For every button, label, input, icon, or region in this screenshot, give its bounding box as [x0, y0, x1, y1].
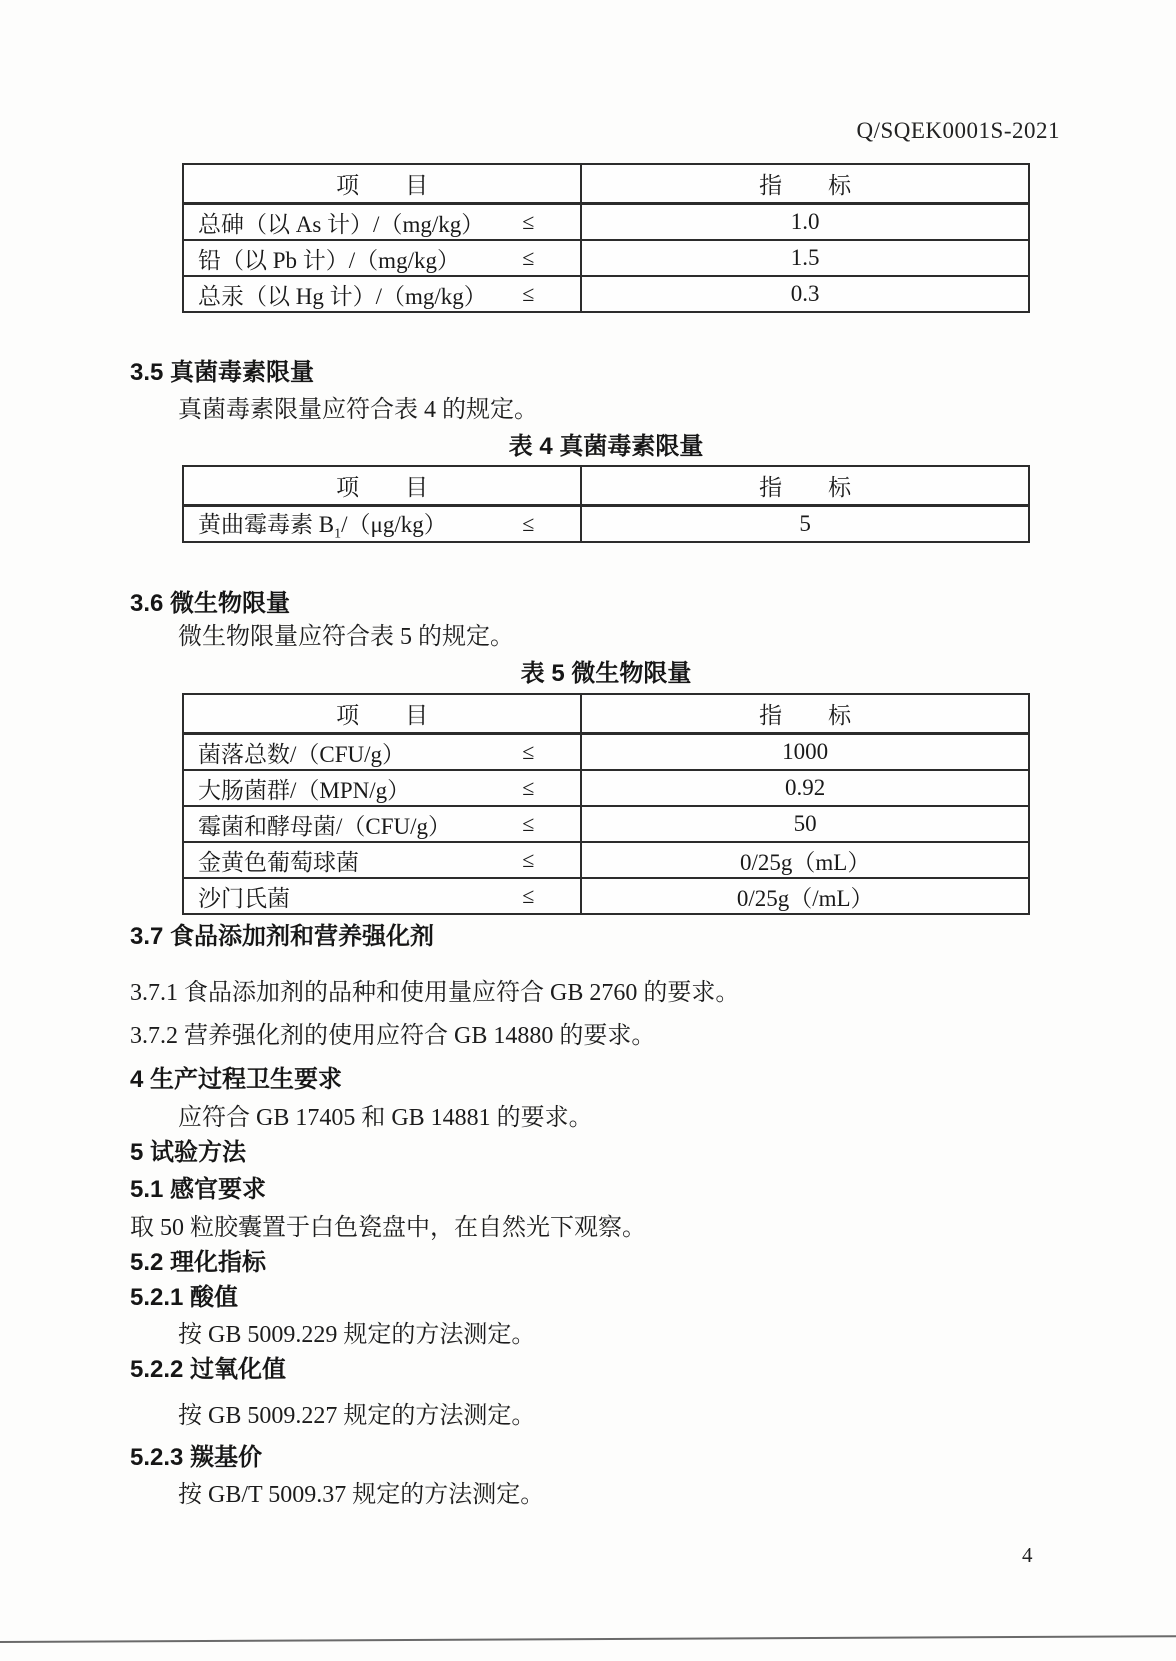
table-5-caption: 表 5 微生物限量 [520, 660, 692, 687]
section-5-2-2-paragraph: 按 GB 5009.227 规定的方法测定。 [178, 1403, 536, 1429]
less-equal-symbol: ≤ [522, 739, 535, 764]
table-row [184, 877, 1028, 913]
table-header-row [184, 467, 1028, 505]
item-header-cell: 项 目 [184, 467, 582, 504]
limit-value: 0.92 [785, 775, 826, 800]
less-equal-symbol: ≤ [522, 847, 535, 872]
section-5-2-1-heading: 5.2.1 酸值 [130, 1284, 239, 1311]
microbiological-limits-table [182, 693, 1030, 915]
limit-value: 0/25g（/mL） [736, 885, 874, 911]
table-row [184, 805, 1028, 841]
table-row [184, 203, 1028, 239]
section-4-paragraph: 应符合 GB 17405 和 GB 14881 的要求。 [178, 1105, 593, 1131]
limit-value: 1000 [782, 739, 829, 764]
item-label: 黄曲霉毒素 $B_1/(\mu g/kg)$ [198, 511, 447, 542]
section-5-1-paragraph: 取 50 粒胶囊置于白色瓷盘中，在自然光下观察。 [130, 1215, 646, 1241]
section-3-7-heading: 3.7 食品添加剂和营养强化剂 [130, 923, 435, 950]
scan-edge-line [0, 1635, 1176, 1643]
section-3-6-heading: 3.6 微生物限量 [130, 590, 291, 617]
limit-value: 50 [793, 811, 817, 836]
limit-value: 1.5 [790, 245, 820, 270]
item-label: 霉菌和酵母菌/（CFU/g） [198, 813, 452, 839]
section-5-2-2-heading: 5.2.2 过氧化值 [130, 1356, 287, 1383]
index-header-cell: 指 标 [759, 703, 852, 728]
less-equal-symbol: ≤ [522, 281, 535, 306]
item-header-cell: 项 目 [184, 165, 582, 202]
table-header-row [184, 165, 1028, 203]
mycotoxin-limits-table [182, 465, 1030, 543]
table-row [184, 505, 1028, 541]
clause-3-7-1: 3.7.1 食品添加剂的品种和使用量应符合 GB 2760 的要求。 [130, 980, 740, 1006]
item-label: 菌落总数/（CFU/g） [198, 741, 406, 767]
table-4-caption: 表 4 真菌毒素限量 [508, 433, 704, 460]
item-label: 总砷（以 As 计）/（mg/kg） [198, 211, 485, 237]
table-header-row [184, 695, 1028, 733]
item-label: 总汞（以 Hg 计）/（mg/kg） [198, 283, 487, 309]
contaminant-limits-table [182, 163, 1030, 313]
section-5-2-3-heading: 5.2.3 羰基价 [130, 1444, 263, 1471]
limit-value: 5 [799, 511, 811, 536]
subscript: 1 [334, 526, 342, 542]
section-5-2-1-paragraph: 按 GB 5009.229 规定的方法测定。 [178, 1322, 536, 1348]
less-equal-symbol: ≤ [522, 775, 535, 800]
section-3-6-paragraph: 微生物限量应符合表 5 的规定。 [178, 624, 514, 650]
item-label: 金黄色葡萄球菌 [198, 849, 359, 875]
section-4-heading: 4 生产过程卫生要求 [130, 1066, 343, 1093]
section-5-heading: 5 试验方法 [130, 1139, 247, 1166]
item-header-cell: 项 目 [184, 695, 582, 732]
clause-3-7-2: 3.7.2 营养强化剂的使用应符合 GB 14880 的要求。 [130, 1023, 656, 1049]
section-3-5-heading: 3.5 真菌毒素限量 [130, 359, 315, 386]
page-number: 4 [1022, 1543, 1033, 1567]
limit-value: 1.0 [790, 209, 820, 234]
section-5-2-3-paragraph: 按 GB/T 5009.37 规定的方法测定。 [178, 1482, 545, 1508]
section-5-1-heading: 5.1 感官要求 [130, 1176, 267, 1203]
limit-value: 0/25g（mL） [740, 849, 871, 875]
table-row [184, 733, 1028, 769]
table-row [184, 239, 1028, 275]
less-equal-symbol: ≤ [522, 511, 535, 536]
limit-value: 0.3 [790, 281, 820, 306]
index-header-cell: 指 标 [759, 173, 852, 198]
section-5-2-heading: 5.2 理化指标 [130, 1249, 267, 1276]
item-label: 铅（以 Pb 计）/（mg/kg） [198, 247, 460, 273]
less-equal-symbol: ≤ [522, 209, 535, 234]
table-row [184, 769, 1028, 805]
table-row [184, 275, 1028, 311]
table-row [184, 841, 1028, 877]
section-3-5-paragraph: 真菌毒素限量应符合表 4 的规定。 [178, 397, 538, 423]
less-equal-symbol: ≤ [522, 245, 535, 270]
item-label: 大肠菌群/（MPN/g） [198, 777, 411, 803]
less-equal-symbol: ≤ [522, 883, 535, 908]
document-code: Q/SQEK0001S-2021 [856, 118, 1060, 143]
less-equal-symbol: ≤ [522, 811, 535, 836]
index-header-cell: 指 标 [759, 475, 852, 500]
item-label: 沙门氏菌 [198, 885, 290, 911]
